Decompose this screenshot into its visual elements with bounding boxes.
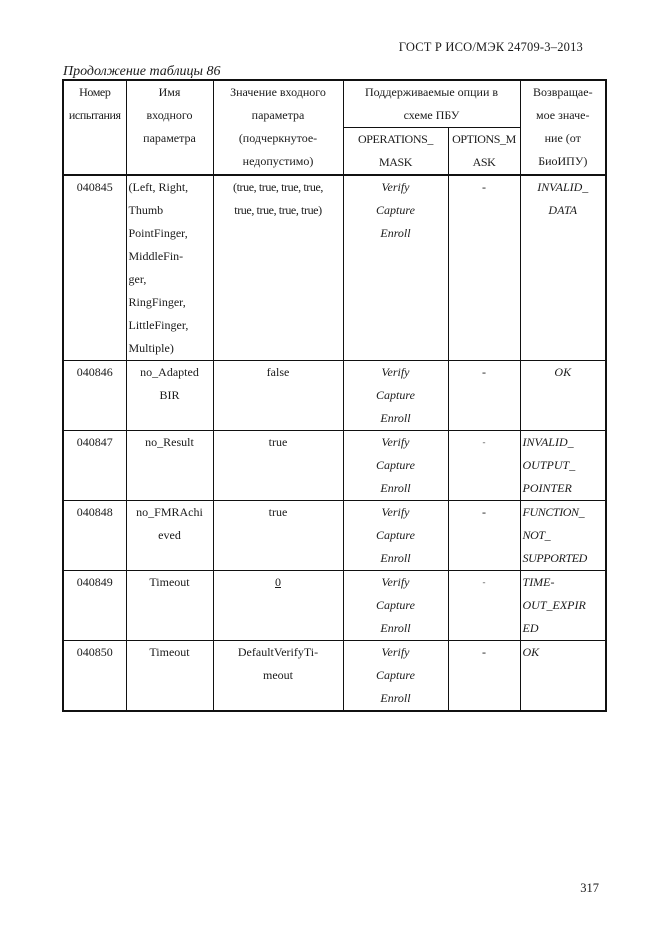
cell-operations: Verify Capture Enroll [343,175,448,361]
cell-options: - [448,431,520,501]
cell-param-name: Timeout [126,641,213,712]
cell-operations: Verify Capture Enroll [343,501,448,571]
cell-test-number: 040850 [63,641,126,712]
header-returned-value: Возвращае- мое значе- ние (от БиоИПУ) [520,80,606,175]
cell-param-value: false [213,361,343,431]
cell-options: - [448,501,520,571]
table-row [63,431,606,501]
data-table [62,79,607,712]
cell-options: - [448,361,520,431]
cell-operations: Verify Capture Enroll [343,361,448,431]
header-test-number: Номер испытания [63,80,126,175]
table-row [63,641,606,712]
cell-test-number: 040849 [63,571,126,641]
header-row [63,80,606,128]
header-param-name: Имя входного параметра [126,80,213,175]
cell-options: - [448,641,520,712]
cell-test-number: 040846 [63,361,126,431]
cell-param-name: no_Adapted BIR [126,361,213,431]
cell-returned: INVALID_ OUTPUT_ POINTER [520,431,606,501]
cell-options: - [448,571,520,641]
cell-operations: Verify Capture Enroll [343,571,448,641]
cell-param-name: no_FMRAchi eved [126,501,213,571]
header-supported-options: Поддерживаемые опции в схеме ПБУ [343,80,520,128]
cell-param-value: DefaultVerifyTi- meout [213,641,343,712]
cell-param-value: (true, true, true, true, true, true, true, true) [213,175,343,361]
header-param-value: Значение входного параметра (подчеркнутое- недопустимо) [213,80,343,175]
cell-test-number: 040845 [63,175,126,361]
table-row [63,175,606,361]
table-row [63,501,606,571]
cell-returned: TIME- OUT_EXPIR ED [520,571,606,641]
cell-test-number: 040847 [63,431,126,501]
cell-operations: Verify Capture Enroll [343,431,448,501]
cell-param-value: true [213,501,343,571]
cell-param-value: true [213,431,343,501]
cell-options: - [448,175,520,361]
cell-param-name: Timeout [126,571,213,641]
cell-returned: FUNCTION_ NOT_ SUPPORTED [520,501,606,571]
header-operations-mask: OPERATIONS_ MASK [343,128,448,176]
header-options-mask: OPTIONS_M ASK [448,128,520,176]
cell-param-name: (Left, Right, Thumb PointFinger, MiddleFin- ger, RingFinger, LittleFinger, Multiple) [126,175,213,361]
cell-param-name: no_Result [126,431,213,501]
cell-returned: OK [520,361,606,431]
cell-test-number: 040848 [63,501,126,571]
document-header: ГОСТ Р ИСО/МЭК 24709-3–2013 [398,40,583,54]
table-row [63,571,606,641]
cell-returned: OK [520,641,606,712]
table-row [63,361,606,431]
cell-operations: Verify Capture Enroll [343,641,448,712]
cell-returned: INVALID_ DATA [520,175,606,361]
cell-param-value: 0 [213,571,343,641]
table-caption: Продолжение таблицы 86 [63,64,221,79]
page-number: 317 [580,881,599,895]
